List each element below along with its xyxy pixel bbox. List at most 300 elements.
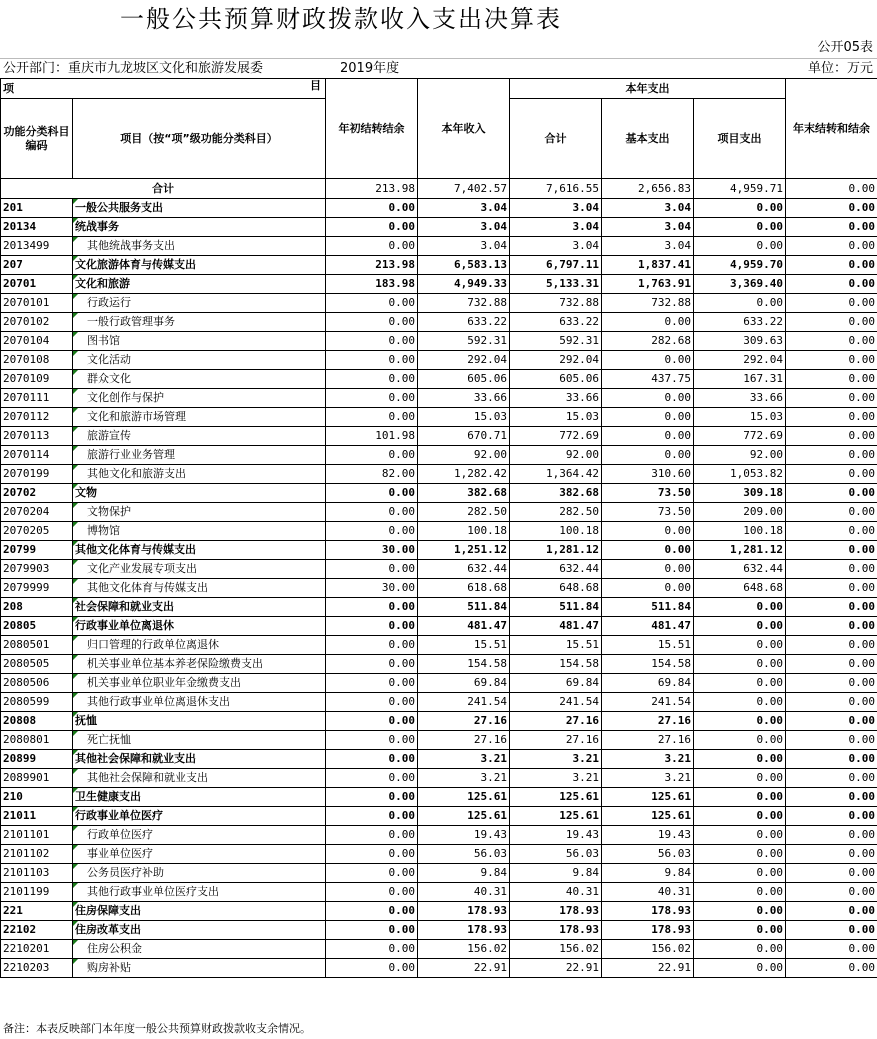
row-code[interactable]: 2080801 (1, 731, 73, 750)
cell-income[interactable]: 241.54 (418, 693, 510, 712)
cell-income[interactable]: 282.50 (418, 503, 510, 522)
cell-project[interactable]: 0.00 (694, 959, 786, 978)
cell-total[interactable]: 3.04 (510, 237, 602, 256)
cell-end[interactable]: 0.00 (786, 674, 877, 693)
cell-project[interactable]: 0.00 (694, 674, 786, 693)
row-name[interactable] (73, 484, 326, 503)
cell-project[interactable]: 0.00 (694, 864, 786, 883)
cell-total[interactable]: 292.04 (510, 351, 602, 370)
cell-basic[interactable]: 73.50 (602, 484, 694, 503)
cell-basic[interactable]: 0.00 (602, 351, 694, 370)
cell-project[interactable]: 0.00 (694, 598, 786, 617)
cell-project[interactable]: 100.18 (694, 522, 786, 541)
cell-begin[interactable]: 101.98 (326, 427, 418, 446)
row-name[interactable] (73, 921, 326, 940)
cell-end[interactable]: 0.00 (786, 218, 877, 237)
cell-end[interactable]: 0.00 (786, 199, 877, 218)
cell-project[interactable]: 0.00 (694, 750, 786, 769)
cell-begin[interactable]: 0.00 (326, 845, 418, 864)
cell-basic[interactable]: 15.51 (602, 636, 694, 655)
cell-begin[interactable]: 0.00 (326, 902, 418, 921)
cell-total[interactable]: 633.22 (510, 313, 602, 332)
cell-basic[interactable]: 1,837.41 (602, 256, 694, 275)
cell-income[interactable]: 3.04 (418, 218, 510, 237)
cell-basic[interactable]: 0.00 (602, 389, 694, 408)
cell-basic[interactable]: 3.21 (602, 750, 694, 769)
cell-project[interactable]: 0.00 (694, 845, 786, 864)
cell-income[interactable]: 27.16 (418, 731, 510, 750)
cell-project[interactable]: 309.18 (694, 484, 786, 503)
row-name[interactable] (73, 617, 326, 636)
cell-income[interactable]: 56.03 (418, 845, 510, 864)
row-name[interactable] (73, 864, 326, 883)
cell-income[interactable]: 3.04 (418, 199, 510, 218)
cell-end[interactable]: 0.00 (786, 864, 877, 883)
cell-end[interactable]: 0.00 (786, 940, 877, 959)
cell-total[interactable]: 69.84 (510, 674, 602, 693)
cell-begin[interactable]: 0.00 (326, 389, 418, 408)
cell-basic[interactable]: 178.93 (602, 921, 694, 940)
cell-begin[interactable]: 0.00 (326, 351, 418, 370)
cell-begin[interactable]: 0.00 (326, 769, 418, 788)
cell-income[interactable]: 15.03 (418, 408, 510, 427)
cell-total[interactable]: 282.50 (510, 503, 602, 522)
row-code[interactable]: 208 (1, 598, 73, 617)
cell-end[interactable]: 0.00 (786, 446, 877, 465)
cell-income[interactable]: 40.31 (418, 883, 510, 902)
cell-begin[interactable]: 0.00 (326, 636, 418, 655)
row-code[interactable]: 2070101 (1, 294, 73, 313)
cell-total[interactable]: 3.21 (510, 750, 602, 769)
cell-end[interactable]: 0.00 (786, 484, 877, 503)
row-code[interactable]: 2101199 (1, 883, 73, 902)
cell-project[interactable]: 0.00 (694, 902, 786, 921)
row-name[interactable] (73, 446, 326, 465)
cell-end[interactable]: 0.00 (786, 332, 877, 351)
cell-income[interactable]: 1,282.42 (418, 465, 510, 484)
cell-basic[interactable]: 0.00 (602, 522, 694, 541)
cell-income[interactable]: 6,583.13 (418, 256, 510, 275)
cell-begin[interactable]: 0.00 (326, 864, 418, 883)
cell-begin[interactable]: 30.00 (326, 579, 418, 598)
cell-end[interactable]: 0.00 (786, 408, 877, 427)
cell-begin[interactable]: 0.00 (326, 598, 418, 617)
cell-project[interactable]: 0.00 (694, 788, 786, 807)
cell-project[interactable]: 0.00 (694, 693, 786, 712)
cell-begin[interactable]: 0.00 (326, 655, 418, 674)
cell-project[interactable]: 0.00 (694, 807, 786, 826)
cell-total[interactable]: 592.31 (510, 332, 602, 351)
cell-basic[interactable]: 0.00 (602, 541, 694, 560)
cell-basic[interactable]: 0.00 (602, 446, 694, 465)
cell-income[interactable]: 4,949.33 (418, 275, 510, 294)
row-code[interactable]: 21011 (1, 807, 73, 826)
cell-end[interactable]: 0.00 (786, 237, 877, 256)
cell-end[interactable]: 0.00 (786, 731, 877, 750)
cell-total[interactable]: 772.69 (510, 427, 602, 446)
cell-total[interactable]: 156.02 (510, 940, 602, 959)
row-name[interactable] (73, 275, 326, 294)
cell-income[interactable]: 3.21 (418, 769, 510, 788)
cell-basic[interactable]: 282.68 (602, 332, 694, 351)
cell-end[interactable]: 0.00 (786, 370, 877, 389)
row-name[interactable] (73, 959, 326, 978)
cell-income[interactable]: 156.02 (418, 940, 510, 959)
row-name[interactable] (73, 845, 326, 864)
cell-begin[interactable]: 0.00 (326, 218, 418, 237)
row-code[interactable]: 2013499 (1, 237, 73, 256)
cell-project[interactable]: 632.44 (694, 560, 786, 579)
cell-basic[interactable]: 1,763.91 (602, 275, 694, 294)
cell-basic[interactable]: 0.00 (602, 560, 694, 579)
cell-income[interactable]: 92.00 (418, 446, 510, 465)
row-code[interactable]: 22102 (1, 921, 73, 940)
cell-total[interactable]: 1,364.42 (510, 465, 602, 484)
row-code[interactable]: 207 (1, 256, 73, 275)
cell-income[interactable]: 69.84 (418, 674, 510, 693)
cell-project[interactable]: 0.00 (694, 218, 786, 237)
cell-income[interactable]: 382.68 (418, 484, 510, 503)
row-code[interactable]: 2080501 (1, 636, 73, 655)
row-code[interactable]: 20808 (1, 712, 73, 731)
row-code[interactable]: 20134 (1, 218, 73, 237)
row-name[interactable] (73, 712, 326, 731)
cell-basic[interactable]: 437.75 (602, 370, 694, 389)
row-code[interactable]: 2070204 (1, 503, 73, 522)
row-code[interactable]: 20702 (1, 484, 73, 503)
row-code[interactable]: 221 (1, 902, 73, 921)
row-code[interactable]: 2101102 (1, 845, 73, 864)
cell-basic[interactable]: 0.00 (602, 579, 694, 598)
cell-basic[interactable]: 511.84 (602, 598, 694, 617)
cell-income[interactable]: 618.68 (418, 579, 510, 598)
row-code[interactable]: 2070112 (1, 408, 73, 427)
cell-project[interactable]: 0.00 (694, 199, 786, 218)
cell-basic[interactable]: 241.54 (602, 693, 694, 712)
cell-total[interactable]: 125.61 (510, 807, 602, 826)
cell-basic[interactable]: 3.04 (602, 218, 694, 237)
cell-end[interactable]: 0.00 (786, 617, 877, 636)
row-name[interactable] (73, 313, 326, 332)
row-name[interactable] (73, 807, 326, 826)
cell-end[interactable]: 0.00 (786, 256, 877, 275)
cell-total[interactable]: 40.31 (510, 883, 602, 902)
cell-begin[interactable]: 0.00 (326, 750, 418, 769)
cell-income[interactable]: 3.21 (418, 750, 510, 769)
row-name[interactable] (73, 370, 326, 389)
cell-income[interactable]: 605.06 (418, 370, 510, 389)
row-code[interactable]: 2210203 (1, 959, 73, 978)
cell-income[interactable]: 178.93 (418, 921, 510, 940)
row-name[interactable] (73, 769, 326, 788)
cell-total[interactable]: 3.04 (510, 199, 602, 218)
cell-basic[interactable]: 27.16 (602, 731, 694, 750)
cell-begin[interactable]: 0.00 (326, 674, 418, 693)
cell-basic[interactable]: 178.93 (602, 902, 694, 921)
cell-total[interactable]: 481.47 (510, 617, 602, 636)
cell-total[interactable]: 3.21 (510, 769, 602, 788)
cell-project[interactable]: 0.00 (694, 731, 786, 750)
cell-income[interactable]: 33.66 (418, 389, 510, 408)
row-code[interactable]: 20805 (1, 617, 73, 636)
row-name[interactable] (73, 655, 326, 674)
cell-begin[interactable]: 82.00 (326, 465, 418, 484)
row-name[interactable] (73, 503, 326, 522)
cell-project[interactable]: 0.00 (694, 883, 786, 902)
cell-end[interactable]: 0.00 (786, 769, 877, 788)
cell-project[interactable]: 0.00 (694, 712, 786, 731)
row-code[interactable]: 2070114 (1, 446, 73, 465)
row-name[interactable] (73, 883, 326, 902)
cell-begin[interactable]: 0.00 (326, 693, 418, 712)
cell-total[interactable]: 125.61 (510, 788, 602, 807)
row-name[interactable] (73, 788, 326, 807)
row-name[interactable] (73, 332, 326, 351)
cell-total[interactable]: 154.58 (510, 655, 602, 674)
row-name[interactable] (73, 902, 326, 921)
cell-end[interactable]: 0.00 (786, 883, 877, 902)
cell-project[interactable]: 15.03 (694, 408, 786, 427)
cell-basic[interactable]: 22.91 (602, 959, 694, 978)
cell-begin[interactable]: 0.00 (326, 294, 418, 313)
cell-basic[interactable]: 3.04 (602, 237, 694, 256)
cell-basic[interactable]: 3.04 (602, 199, 694, 218)
row-code[interactable]: 2070102 (1, 313, 73, 332)
cell-begin[interactable]: 213.98 (326, 256, 418, 275)
cell-income[interactable]: 292.04 (418, 351, 510, 370)
cell-end[interactable]: 0.00 (786, 275, 877, 294)
cell-income[interactable]: 178.93 (418, 902, 510, 921)
cell-project[interactable]: 4,959.70 (694, 256, 786, 275)
cell-begin[interactable]: 0.00 (326, 332, 418, 351)
cell-total[interactable]: 33.66 (510, 389, 602, 408)
row-name[interactable] (73, 940, 326, 959)
row-name[interactable] (73, 408, 326, 427)
cell-begin[interactable]: 0.00 (326, 826, 418, 845)
cell-income[interactable]: 100.18 (418, 522, 510, 541)
cell-project[interactable]: 0.00 (694, 826, 786, 845)
row-name[interactable] (73, 560, 326, 579)
cell-begin[interactable]: 0.00 (326, 370, 418, 389)
cell-basic[interactable]: 27.16 (602, 712, 694, 731)
cell-basic[interactable]: 56.03 (602, 845, 694, 864)
cell-income[interactable]: 633.22 (418, 313, 510, 332)
row-name[interactable] (73, 750, 326, 769)
row-name[interactable] (73, 294, 326, 313)
cell-basic[interactable]: 40.31 (602, 883, 694, 902)
cell-begin[interactable]: 0.00 (326, 503, 418, 522)
row-code[interactable]: 2070199 (1, 465, 73, 484)
row-code[interactable]: 2070111 (1, 389, 73, 408)
row-name[interactable] (73, 389, 326, 408)
cell-end[interactable]: 0.00 (786, 427, 877, 446)
cell-total[interactable]: 632.44 (510, 560, 602, 579)
cell-end[interactable]: 0.00 (786, 636, 877, 655)
row-name[interactable] (73, 598, 326, 617)
cell-total[interactable]: 511.84 (510, 598, 602, 617)
cell-begin[interactable]: 0.00 (326, 807, 418, 826)
cell-end[interactable]: 0.00 (786, 788, 877, 807)
row-code[interactable]: 2070113 (1, 427, 73, 446)
cell-income[interactable]: 3.04 (418, 237, 510, 256)
cell-project[interactable]: 292.04 (694, 351, 786, 370)
cell-begin[interactable]: 0.00 (326, 921, 418, 940)
cell-end[interactable]: 0.00 (786, 902, 877, 921)
cell-begin[interactable]: 0.00 (326, 408, 418, 427)
cell-end[interactable]: 0.00 (786, 541, 877, 560)
row-name[interactable] (73, 237, 326, 256)
cell-end[interactable]: 0.00 (786, 845, 877, 864)
row-code[interactable]: 201 (1, 199, 73, 218)
cell-total[interactable]: 92.00 (510, 446, 602, 465)
cell-begin[interactable]: 0.00 (326, 313, 418, 332)
cell-begin[interactable]: 0.00 (326, 731, 418, 750)
cell-income[interactable]: 154.58 (418, 655, 510, 674)
row-name[interactable] (73, 826, 326, 845)
cell-basic[interactable]: 69.84 (602, 674, 694, 693)
cell-begin[interactable]: 0.00 (326, 788, 418, 807)
cell-total[interactable]: 100.18 (510, 522, 602, 541)
cell-project[interactable]: 772.69 (694, 427, 786, 446)
row-name[interactable] (73, 256, 326, 275)
cell-income[interactable]: 9.84 (418, 864, 510, 883)
cell-begin[interactable]: 0.00 (326, 712, 418, 731)
row-code[interactable]: 2080599 (1, 693, 73, 712)
cell-basic[interactable]: 310.60 (602, 465, 694, 484)
cell-total[interactable]: 1,281.12 (510, 541, 602, 560)
cell-basic[interactable]: 125.61 (602, 788, 694, 807)
cell-end[interactable]: 0.00 (786, 389, 877, 408)
cell-income[interactable]: 125.61 (418, 807, 510, 826)
cell-basic[interactable]: 732.88 (602, 294, 694, 313)
cell-end[interactable]: 0.00 (786, 655, 877, 674)
row-name[interactable] (73, 351, 326, 370)
cell-begin[interactable]: 0.00 (326, 484, 418, 503)
cell-project[interactable]: 167.31 (694, 370, 786, 389)
cell-income[interactable]: 1,251.12 (418, 541, 510, 560)
row-code[interactable]: 2080506 (1, 674, 73, 693)
cell-begin[interactable]: 0.00 (326, 940, 418, 959)
row-name[interactable] (73, 199, 326, 218)
cell-begin[interactable]: 30.00 (326, 541, 418, 560)
cell-end[interactable]: 0.00 (786, 294, 877, 313)
cell-income[interactable]: 592.31 (418, 332, 510, 351)
cell-project[interactable]: 0.00 (694, 769, 786, 788)
cell-basic[interactable]: 0.00 (602, 427, 694, 446)
cell-basic[interactable]: 481.47 (602, 617, 694, 636)
row-name[interactable] (73, 427, 326, 446)
cell-end[interactable]: 0.00 (786, 579, 877, 598)
cell-project[interactable]: 0.00 (694, 940, 786, 959)
cell-project[interactable]: 0.00 (694, 294, 786, 313)
cell-project[interactable]: 309.63 (694, 332, 786, 351)
cell-basic[interactable]: 156.02 (602, 940, 694, 959)
cell-end[interactable]: 0.00 (786, 693, 877, 712)
cell-total[interactable]: 15.51 (510, 636, 602, 655)
cell-end[interactable]: 0.00 (786, 712, 877, 731)
cell-income[interactable]: 27.16 (418, 712, 510, 731)
row-code[interactable]: 20899 (1, 750, 73, 769)
row-code[interactable]: 2101103 (1, 864, 73, 883)
cell-end[interactable]: 0.00 (786, 560, 877, 579)
cell-project[interactable]: 1,053.82 (694, 465, 786, 484)
cell-project[interactable]: 1,281.12 (694, 541, 786, 560)
cell-project[interactable]: 33.66 (694, 389, 786, 408)
row-name[interactable] (73, 522, 326, 541)
cell-total[interactable]: 3.04 (510, 218, 602, 237)
cell-end[interactable]: 0.00 (786, 807, 877, 826)
cell-end[interactable]: 0.00 (786, 826, 877, 845)
cell-income[interactable]: 511.84 (418, 598, 510, 617)
cell-total[interactable]: 732.88 (510, 294, 602, 313)
cell-basic[interactable]: 9.84 (602, 864, 694, 883)
cell-end[interactable]: 0.00 (786, 598, 877, 617)
cell-total[interactable]: 15.03 (510, 408, 602, 427)
row-name[interactable] (73, 541, 326, 560)
row-code[interactable]: 2070109 (1, 370, 73, 389)
cell-begin[interactable]: 0.00 (326, 617, 418, 636)
cell-project[interactable]: 209.00 (694, 503, 786, 522)
row-code[interactable]: 2070108 (1, 351, 73, 370)
row-code[interactable]: 20799 (1, 541, 73, 560)
row-name[interactable] (73, 693, 326, 712)
cell-end[interactable]: 0.00 (786, 522, 877, 541)
cell-begin[interactable]: 0.00 (326, 237, 418, 256)
cell-project[interactable]: 0.00 (694, 655, 786, 674)
row-code[interactable]: 210 (1, 788, 73, 807)
row-code[interactable]: 2079999 (1, 579, 73, 598)
cell-income[interactable]: 670.71 (418, 427, 510, 446)
cell-total[interactable]: 19.43 (510, 826, 602, 845)
cell-begin[interactable]: 0.00 (326, 446, 418, 465)
cell-basic[interactable]: 19.43 (602, 826, 694, 845)
cell-end[interactable]: 0.00 (786, 313, 877, 332)
row-name[interactable] (73, 465, 326, 484)
cell-begin[interactable]: 0.00 (326, 959, 418, 978)
row-code[interactable]: 2210201 (1, 940, 73, 959)
row-code[interactable]: 20701 (1, 275, 73, 294)
cell-income[interactable]: 632.44 (418, 560, 510, 579)
cell-total[interactable]: 178.93 (510, 921, 602, 940)
cell-begin[interactable]: 0.00 (326, 560, 418, 579)
cell-income[interactable]: 481.47 (418, 617, 510, 636)
cell-total[interactable]: 241.54 (510, 693, 602, 712)
cell-project[interactable]: 0.00 (694, 617, 786, 636)
cell-total[interactable]: 605.06 (510, 370, 602, 389)
cell-total[interactable]: 382.68 (510, 484, 602, 503)
cell-begin[interactable]: 0.00 (326, 883, 418, 902)
row-name[interactable] (73, 674, 326, 693)
cell-total[interactable]: 178.93 (510, 902, 602, 921)
cell-project[interactable]: 0.00 (694, 636, 786, 655)
cell-project[interactable]: 633.22 (694, 313, 786, 332)
cell-basic[interactable]: 125.61 (602, 807, 694, 826)
cell-income[interactable]: 22.91 (418, 959, 510, 978)
cell-total[interactable]: 6,797.11 (510, 256, 602, 275)
cell-end[interactable]: 0.00 (786, 959, 877, 978)
cell-basic[interactable]: 3.21 (602, 769, 694, 788)
cell-total[interactable]: 27.16 (510, 731, 602, 750)
cell-begin[interactable]: 183.98 (326, 275, 418, 294)
cell-basic[interactable]: 154.58 (602, 655, 694, 674)
cell-basic[interactable]: 73.50 (602, 503, 694, 522)
cell-total[interactable]: 9.84 (510, 864, 602, 883)
cell-project[interactable]: 648.68 (694, 579, 786, 598)
cell-project[interactable]: 3,369.40 (694, 275, 786, 294)
cell-end[interactable]: 0.00 (786, 465, 877, 484)
cell-total[interactable]: 648.68 (510, 579, 602, 598)
cell-end[interactable]: 0.00 (786, 750, 877, 769)
